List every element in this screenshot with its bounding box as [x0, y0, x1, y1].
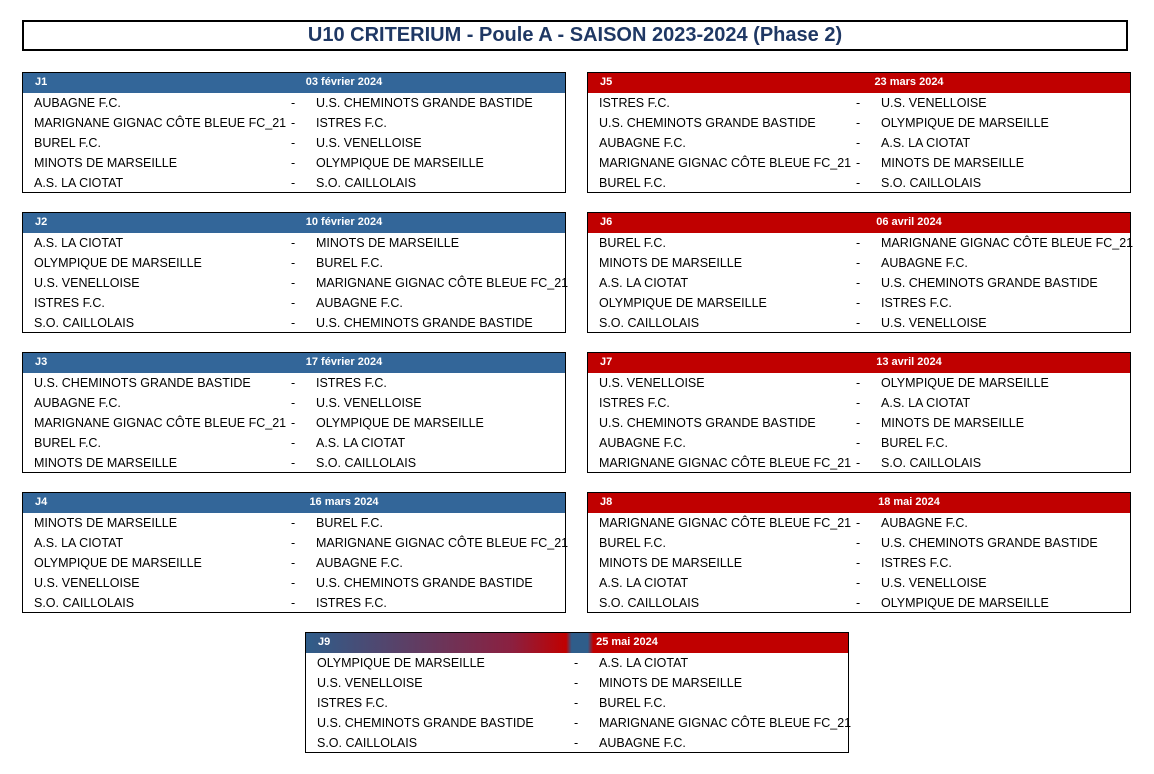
away-team: AUBAGNE F.C. [881, 516, 968, 530]
match-row [588, 513, 1130, 533]
home-team: U.S. VENELLOISE [34, 276, 140, 290]
home-team: MARIGNANE GIGNAC CÔTE BLEUE FC_21 [599, 456, 852, 470]
home-team: ISTRES F.C. [599, 396, 670, 410]
home-team: MARIGNANE GIGNAC CÔTE BLEUE FC_21 [34, 416, 287, 430]
home-team: U.S. VENELLOISE [599, 376, 705, 390]
match-row [23, 393, 565, 413]
away-team: A.S. LA CIOTAT [881, 396, 971, 410]
match-separator: - [574, 716, 579, 730]
home-team: U.S. CHEMINOTS GRANDE BASTIDE [599, 416, 816, 430]
match-separator: - [574, 736, 579, 750]
round-date: 16 mars 2024 [309, 496, 379, 508]
home-team: BUREL F.C. [599, 176, 666, 190]
away-team: BUREL F.C. [599, 696, 666, 710]
match-row [23, 513, 565, 533]
match-separator: - [291, 116, 296, 130]
round-block-j7 [587, 352, 1131, 473]
away-team: MARIGNANE GIGNAC CÔTE BLEUE FC_21 [316, 276, 569, 290]
away-team: BUREL F.C. [881, 436, 948, 450]
home-team: S.O. CAILLOLAIS [599, 596, 700, 610]
match-separator: - [856, 376, 861, 390]
away-team: S.O. CAILLOLAIS [316, 176, 417, 190]
round-day: J9 [318, 636, 331, 648]
match-row [588, 273, 1130, 293]
home-team: S.O. CAILLOLAIS [317, 736, 418, 750]
home-team: A.S. LA CIOTAT [34, 176, 124, 190]
round-block-j1 [22, 72, 566, 193]
match-separator: - [856, 536, 861, 550]
match-row [306, 693, 848, 713]
match-separator: - [856, 396, 861, 410]
round-date: 13 avril 2024 [876, 356, 942, 368]
match-separator: - [856, 136, 861, 150]
away-team: OLYMPIQUE DE MARSEILLE [881, 596, 1049, 610]
away-team: U.S. CHEMINOTS GRANDE BASTIDE [316, 316, 533, 330]
away-team: OLYMPIQUE DE MARSEILLE [881, 376, 1049, 390]
away-team: BUREL F.C. [316, 516, 383, 530]
away-team: MINOTS DE MARSEILLE [881, 156, 1025, 170]
home-team: A.S. LA CIOTAT [599, 576, 689, 590]
match-separator: - [291, 316, 296, 330]
match-separator: - [291, 176, 296, 190]
home-team: AUBAGNE F.C. [34, 96, 121, 110]
match-row [23, 233, 565, 253]
away-team: ISTRES F.C. [881, 556, 952, 570]
round-block-j5 [587, 72, 1131, 193]
away-team: U.S. CHEMINOTS GRANDE BASTIDE [316, 576, 533, 590]
match-row [23, 173, 565, 193]
match-separator: - [291, 96, 296, 110]
match-row [588, 453, 1130, 473]
match-separator: - [291, 436, 296, 450]
home-team: OLYMPIQUE DE MARSEILLE [34, 256, 202, 270]
away-team: U.S. VENELLOISE [881, 576, 987, 590]
match-separator: - [291, 276, 296, 290]
home-team: S.O. CAILLOLAIS [34, 596, 135, 610]
round-date: 25 mai 2024 [596, 636, 658, 648]
round-block-j3 [22, 352, 566, 473]
match-row [588, 133, 1130, 153]
home-team: ISTRES F.C. [34, 296, 105, 310]
round-day: J2 [35, 216, 48, 228]
round-day: J7 [600, 356, 613, 368]
round-day: J8 [600, 496, 613, 508]
match-separator: - [856, 416, 861, 430]
home-team: MINOTS DE MARSEILLE [34, 456, 178, 470]
match-separator: - [291, 236, 296, 250]
match-row [23, 533, 569, 553]
match-separator: - [291, 556, 296, 570]
home-team: OLYMPIQUE DE MARSEILLE [34, 556, 202, 570]
match-separator: - [291, 576, 296, 590]
away-team: U.S. VENELLOISE [881, 96, 987, 110]
home-team: BUREL F.C. [599, 536, 666, 550]
match-row [588, 393, 1130, 413]
round-date: 18 mai 2024 [878, 496, 940, 508]
match-row [23, 593, 565, 613]
away-team: A.S. LA CIOTAT [599, 656, 689, 670]
home-team: MARIGNANE GIGNAC CÔTE BLEUE FC_21 [599, 156, 852, 170]
home-team: BUREL F.C. [34, 136, 101, 150]
away-team: U.S. CHEMINOTS GRANDE BASTIDE [316, 96, 533, 110]
away-team: ISTRES F.C. [316, 596, 387, 610]
away-team: U.S. VENELLOISE [316, 136, 422, 150]
match-separator: - [856, 316, 861, 330]
round-block-j2 [22, 212, 569, 333]
match-separator: - [574, 676, 579, 690]
match-row [588, 153, 1130, 173]
match-separator: - [574, 656, 579, 670]
match-separator: - [291, 396, 296, 410]
away-team: MARIGNANE GIGNAC CÔTE BLEUE FC_21 [316, 536, 569, 550]
round-block-j8 [587, 492, 1131, 613]
match-row [23, 253, 565, 273]
away-team: A.S. LA CIOTAT [881, 136, 971, 150]
match-separator: - [291, 376, 296, 390]
away-team: AUBAGNE F.C. [881, 256, 968, 270]
round-day: J6 [600, 216, 613, 228]
match-separator: - [291, 516, 296, 530]
home-team: AUBAGNE F.C. [599, 136, 686, 150]
match-separator: - [856, 596, 861, 610]
match-row [588, 433, 1130, 453]
home-team: OLYMPIQUE DE MARSEILLE [317, 656, 485, 670]
home-team: ISTRES F.C. [317, 696, 388, 710]
home-team: U.S. CHEMINOTS GRANDE BASTIDE [317, 716, 534, 730]
home-team: MINOTS DE MARSEILLE [599, 556, 743, 570]
match-row [23, 373, 565, 393]
away-team: BUREL F.C. [316, 256, 383, 270]
match-row [588, 573, 1130, 593]
home-team: A.S. LA CIOTAT [599, 276, 689, 290]
round-day: J4 [35, 496, 48, 508]
match-separator: - [291, 296, 296, 310]
match-row [23, 313, 565, 333]
away-team: A.S. LA CIOTAT [316, 436, 406, 450]
away-team: U.S. CHEMINOTS GRANDE BASTIDE [881, 276, 1098, 290]
round-header [23, 213, 565, 233]
match-separator: - [856, 236, 861, 250]
away-team: S.O. CAILLOLAIS [316, 456, 417, 470]
round-date: 06 avril 2024 [876, 216, 942, 228]
away-team: AUBAGNE F.C. [316, 296, 403, 310]
round-date: 23 mars 2024 [874, 76, 944, 88]
away-team: MARIGNANE GIGNAC CÔTE BLEUE FC_21 [599, 716, 852, 730]
match-separator: - [856, 176, 861, 190]
away-team: ISTRES F.C. [316, 376, 387, 390]
match-row [23, 293, 565, 313]
home-team: U.S. CHEMINOTS GRANDE BASTIDE [34, 376, 251, 390]
match-row [23, 133, 565, 153]
away-team: ISTRES F.C. [881, 296, 952, 310]
match-row [23, 273, 569, 293]
round-block-j6 [587, 212, 1134, 333]
match-separator: - [856, 436, 861, 450]
home-team: U.S. VENELLOISE [317, 676, 423, 690]
away-team: OLYMPIQUE DE MARSEILLE [316, 416, 484, 430]
away-team: MARIGNANE GIGNAC CÔTE BLEUE FC_21 [881, 236, 1134, 250]
round-date: 10 février 2024 [305, 216, 383, 228]
home-team: ISTRES F.C. [599, 96, 670, 110]
match-separator: - [574, 696, 579, 710]
match-row [23, 93, 565, 113]
home-team: A.S. LA CIOTAT [34, 236, 124, 250]
home-team: AUBAGNE F.C. [34, 396, 121, 410]
away-team: U.S. CHEMINOTS GRANDE BASTIDE [881, 536, 1098, 550]
round-header [23, 353, 565, 373]
match-row [306, 733, 848, 753]
round-block-j9 [305, 632, 852, 753]
round-header [588, 213, 1130, 233]
match-separator: - [856, 576, 861, 590]
match-separator: - [856, 256, 861, 270]
match-row [588, 233, 1134, 253]
match-separator: - [291, 456, 296, 470]
page-title: U10 CRITERIUM - Poule A - SAISON 2023-2024 (Phase 2) [22, 20, 1128, 51]
home-team: A.S. LA CIOTAT [34, 536, 124, 550]
home-team: MARIGNANE GIGNAC CÔTE BLEUE FC_21 [599, 516, 852, 530]
home-team: BUREL F.C. [599, 236, 666, 250]
away-team: OLYMPIQUE DE MARSEILLE [881, 116, 1049, 130]
match-separator: - [856, 556, 861, 570]
round-day: J5 [600, 76, 613, 88]
match-separator: - [291, 596, 296, 610]
away-team: OLYMPIQUE DE MARSEILLE [316, 156, 484, 170]
away-team: MINOTS DE MARSEILLE [599, 676, 743, 690]
match-row [23, 153, 565, 173]
match-row [588, 293, 1130, 313]
round-day: J3 [35, 356, 48, 368]
match-row [588, 173, 1130, 193]
round-block-j4 [22, 492, 569, 613]
away-team: MINOTS DE MARSEILLE [316, 236, 460, 250]
home-team: S.O. CAILLOLAIS [599, 316, 700, 330]
away-team: U.S. VENELLOISE [881, 316, 987, 330]
match-separator: - [291, 536, 296, 550]
home-team: MINOTS DE MARSEILLE [34, 516, 178, 530]
match-row [23, 553, 565, 573]
round-header [588, 353, 1130, 373]
away-team: ISTRES F.C. [316, 116, 387, 130]
match-separator: - [856, 276, 861, 290]
round-header [588, 493, 1130, 513]
away-team: S.O. CAILLOLAIS [881, 176, 982, 190]
home-team: MINOTS DE MARSEILLE [599, 256, 743, 270]
home-team: U.S. VENELLOISE [34, 576, 140, 590]
match-separator: - [856, 116, 861, 130]
round-day: J1 [35, 76, 48, 88]
away-team: AUBAGNE F.C. [316, 556, 403, 570]
match-row [23, 113, 565, 133]
match-separator: - [856, 156, 861, 170]
match-row [306, 673, 848, 693]
match-row [588, 553, 1130, 573]
match-row [588, 313, 1130, 333]
match-separator: - [291, 416, 296, 430]
home-team: S.O. CAILLOLAIS [34, 316, 135, 330]
home-team: BUREL F.C. [34, 436, 101, 450]
match-row [588, 113, 1130, 133]
match-row [23, 573, 565, 593]
match-row [23, 433, 565, 453]
match-row [588, 593, 1130, 613]
round-date: 03 février 2024 [305, 76, 383, 88]
match-row [588, 253, 1130, 273]
match-separator: - [291, 136, 296, 150]
match-row [588, 93, 1130, 113]
home-team: MINOTS DE MARSEILLE [34, 156, 178, 170]
match-separator: - [856, 456, 861, 470]
round-header [306, 633, 848, 653]
match-separator: - [291, 256, 296, 270]
match-separator: - [856, 296, 861, 310]
round-header [588, 73, 1130, 93]
match-row [23, 413, 565, 433]
round-header [23, 493, 565, 513]
match-row [306, 713, 852, 733]
away-team: S.O. CAILLOLAIS [881, 456, 982, 470]
home-team: AUBAGNE F.C. [599, 436, 686, 450]
match-separator: - [856, 516, 861, 530]
match-row [588, 413, 1130, 433]
home-team: OLYMPIQUE DE MARSEILLE [599, 296, 767, 310]
match-separator: - [856, 96, 861, 110]
away-team: U.S. VENELLOISE [316, 396, 422, 410]
match-separator: - [291, 156, 296, 170]
match-row [588, 533, 1130, 553]
home-team: U.S. CHEMINOTS GRANDE BASTIDE [599, 116, 816, 130]
match-row [588, 373, 1130, 393]
home-team: MARIGNANE GIGNAC CÔTE BLEUE FC_21 [34, 116, 287, 130]
round-date: 17 février 2024 [305, 356, 383, 368]
match-row [306, 653, 848, 673]
away-team: MINOTS DE MARSEILLE [881, 416, 1025, 430]
away-team: AUBAGNE F.C. [599, 736, 686, 750]
round-header [23, 73, 565, 93]
match-row [23, 453, 565, 473]
